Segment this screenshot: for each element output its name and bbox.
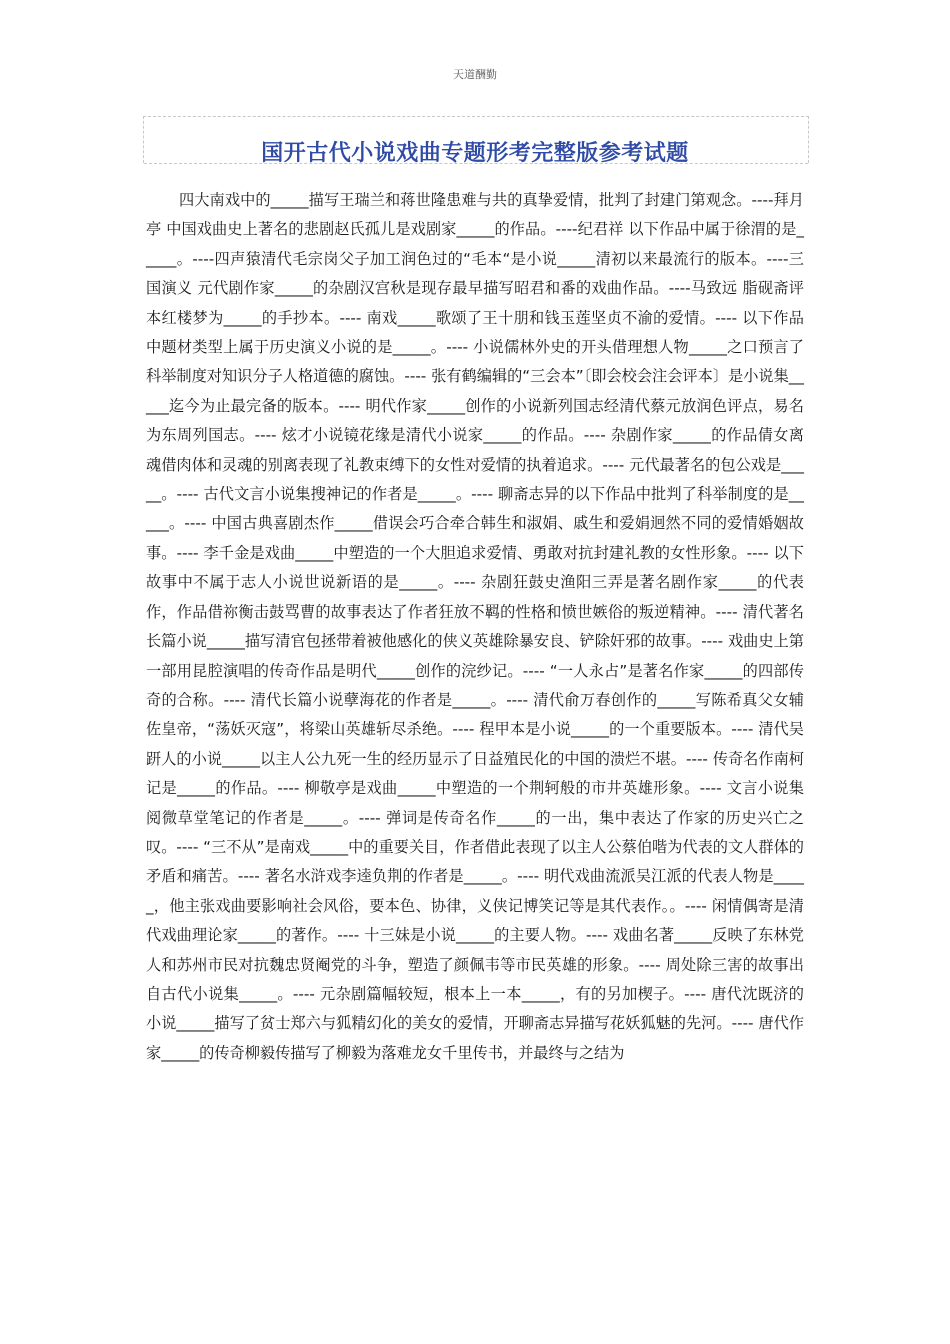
- page-header-text: 天道酬勤: [453, 68, 497, 81]
- document-body-text: 四大南戏中的_____描写王瑞兰和蒋世隆患难与共的真挚爱情，批判了封建门第观念。----拜月亭 中国戏曲史上著名的悲剧赵氏孤儿是戏剧家_____的作品。----纪君祥 以下作品中属于徐渭的是_____。----四声猿清代毛宗岗父子加工润色过的“毛本“是小说_____清初以来最流行的版本。----三国演义 元代剧作家_____的杂剧汉宫秋是现存最早描写昭君和番的戏曲作品。----马致远 脂砚斋评本红楼梦为_____的手抄本。---- 南戏_____歌颂了王十朋和钱玉莲坚贞不渝的爱情。---- 以下作品中题材类型上属于历史演义小说的是_____。---- 小说儒林外史的开头借理想人物_____之口预言了科举制度对知识分子人格道德的腐蚀。---- 张有鹤编辑的“三会本”〔即会校会注会评本〕是小说集_____迄今为止最完备的版本。---- 明代作家_____创作的小说新列国志经清代蔡元放润色评点，易名为东周列国志。---- 炫才小说镜花缘是清代小说家_____的作品。---- 杂剧作家_____的作品倩女离魂借肉体和灵魂的别离表现了礼教束缚下的女性对爱情的执着追求。---- 元代最著名的包公戏是_____。---- 古代文言小说集搜神记的作者是_____。---- 聊斋志异的以下作品中批判了科举制度的是_____。---- 中国古典喜剧杰作_____借误会巧合牵合韩生和淑娟、戚生和爱娟迥然不同的爱情婚姻故事。---- 李千金是戏曲_____中塑造的一个大胆追求爱情、勇敢对抗封建礼教的女性形象。---- 以下故事中不属于志人小说世说新语的是_____。---- 杂剧狂鼓史渔阳三弄是著名剧作家_____的代表作，作品借祢衡击鼓骂曹的故事表达了作者狂放不羁的性格和愤世嫉俗的叛逆精神。---- 清代著名长篇小说_____描写清官包拯带着被他感化的侠义英雄除暴安良、铲除奸邪的故事。---- 戏曲史上第一部用昆腔演唱的传奇作品是明代_____创作的浣纱记。---- “一人永占”是著名作家_____的四部传奇的合称。---- 清代长篇小说孽海花的作者是_____。---- 清代俞万春创作的_____写陈希真父女辅佐皇帝，“荡妖灭寇”，将梁山英雄斩尽杀绝。---- 程甲本是小说_____的一个重要版本。---- 清代吴趼人的小说_____以主人公九死一生的经历显示了日益殖民化的中国的溃烂不堪。---- 传奇名作南柯记是_____的作品。---- 柳敬亭是戏曲_____中塑造的一个荆轲般的市井英雄形象。---- 文言小说集阅微草堂笔记的作者是_____。---- 弹词是传奇名作_____的一出，集中表达了作家的历史兴亡之叹。---- “三不从”是南戏_____中的重要关目，作者借此表现了以主人公蔡伯喈为代表的文人群体的矛盾和痛苦。---- 著名水浒戏李逵负荆的作者是_____。---- 明代戏曲流派吴江派的代表人物是_____，他主张戏曲要影响社会风俗，要本色、协律，义侠记博笑记等是其代表作。。---- 闲情偶寄是清代戏曲理论家_____的著作。---- 十三妹是小说_____的主要人物。---- 戏曲名著_____反映了东林党人和苏州市民对抗魏忠贤阉党的斗争，塑造了颜佩韦等市民英雄的形象。---- 周处除三害的故事出自古代小说集_____。---- 元杂剧篇幅较短，根本上一本_____，有的另加楔子。---- 唐代沈既济的小说_____描写了贫士郑六与狐精幻化的美女的爱情，开聊斋志异描写花妖狐魅的先河。---- 唐代作家_____的传奇柳毅传描写了柳毅为落难龙女千里传书，并最终与之结为: [146, 191, 804, 1062]
- document-title: 国开古代小说戏曲专题形考完整版参考试题: [261, 141, 689, 166]
